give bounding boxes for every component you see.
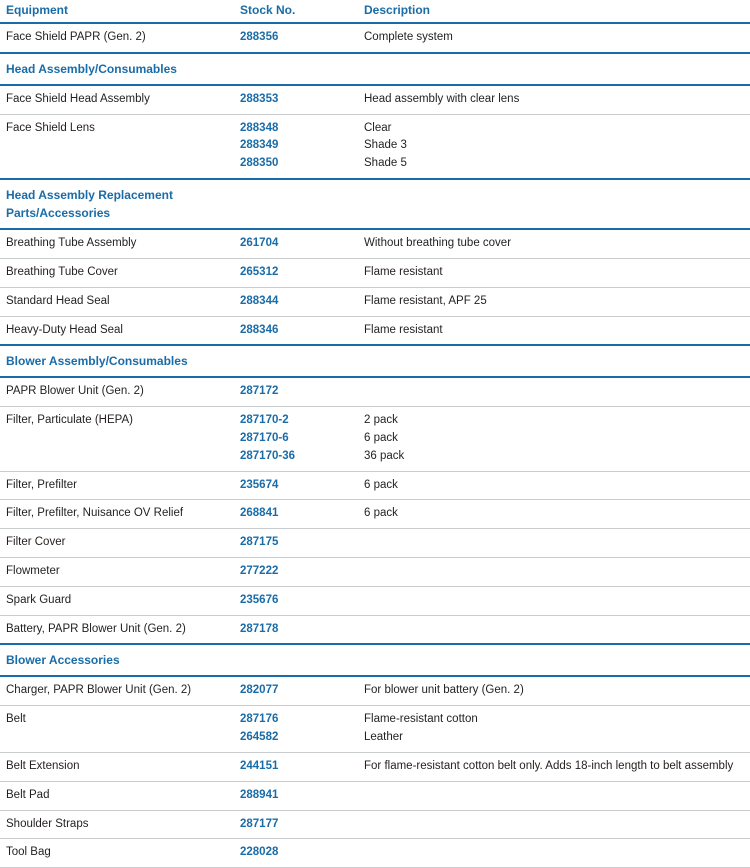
table-row <box>0 676 750 705</box>
cell-stock-no-line: 287176 <box>240 713 279 726</box>
table-row <box>0 752 750 781</box>
table-header-row <box>0 0 750 23</box>
cell-equipment <box>0 407 232 471</box>
cell-stock-no-line: 287178 <box>240 622 279 635</box>
cell-stock-no <box>232 839 356 868</box>
table-row <box>0 85 750 114</box>
cell-description <box>356 258 750 287</box>
cell-equipment-line: Standard Head Seal <box>6 294 110 307</box>
section-title-line: Head Assembly/Consumables <box>6 61 177 76</box>
cell-description <box>356 558 750 587</box>
cell-equipment-line: Filter, Prefilter <box>6 478 77 491</box>
cell-description-line: Without breathing tube cover <box>364 237 512 250</box>
section-title-line: Blower Accessories <box>6 653 120 668</box>
cell-description-line: 6 pack <box>364 507 398 520</box>
cell-equipment <box>0 615 232 644</box>
table-header <box>0 0 750 23</box>
cell-description <box>356 85 750 114</box>
table-row <box>0 810 750 839</box>
cell-equipment <box>0 676 232 705</box>
cell-equipment-line: Face Shield Head Assembly <box>6 92 150 105</box>
cell-description <box>356 114 750 179</box>
table-section-row <box>0 644 750 676</box>
cell-stock-no <box>232 179 356 229</box>
cell-stock-no <box>232 615 356 644</box>
cell-stock-no-line: 288349 <box>240 139 279 152</box>
cell-stock-no <box>232 287 356 316</box>
table-section-row <box>0 53 750 85</box>
cell-description <box>356 529 750 558</box>
cell-description <box>356 229 750 258</box>
cell-description-line: For blower unit battery (Gen. 2) <box>364 684 524 697</box>
table-row <box>0 316 750 345</box>
table-row <box>0 529 750 558</box>
cell-description-line: For flame-resistant cotton belt only. Adds 18-inch length to belt assembly <box>364 759 734 772</box>
cell-stock-no <box>232 752 356 781</box>
cell-description <box>356 345 750 377</box>
cell-description-line: Leather <box>364 731 404 744</box>
cell-description <box>356 781 750 810</box>
cell-stock-no-line: 228028 <box>240 846 279 859</box>
section-title <box>0 179 232 229</box>
cell-description <box>356 53 750 85</box>
cell-equipment-line: Belt <box>6 713 26 726</box>
cell-equipment <box>0 586 232 615</box>
cell-stock-no-line: 287170-6 <box>240 431 289 444</box>
table-row <box>0 781 750 810</box>
cell-stock-no <box>232 500 356 529</box>
cell-stock-no <box>232 529 356 558</box>
cell-description <box>356 287 750 316</box>
cell-stock-no-line: 288350 <box>240 157 279 170</box>
cell-description <box>356 500 750 529</box>
cell-stock-no <box>232 114 356 179</box>
cell-stock-no <box>232 706 356 753</box>
cell-stock-no-line: 288344 <box>240 294 279 307</box>
cell-stock-no-line: 235676 <box>240 593 279 606</box>
cell-equipment <box>0 558 232 587</box>
table-row <box>0 287 750 316</box>
cell-equipment-line: Breathing Tube Cover <box>6 265 118 278</box>
table-row <box>0 558 750 587</box>
table-row <box>0 229 750 258</box>
cell-equipment-line: Charger, PAPR Blower Unit (Gen. 2) <box>6 684 192 697</box>
section-title <box>0 345 232 377</box>
cell-equipment <box>0 810 232 839</box>
cell-equipment-line: Spark Guard <box>6 593 72 606</box>
cell-stock-no <box>232 345 356 377</box>
cell-stock-no-line: 287170-2 <box>240 414 289 427</box>
cell-equipment-line: Face Shield Lens <box>6 121 95 134</box>
cell-equipment <box>0 529 232 558</box>
cell-equipment-line: Belt Extension <box>6 759 80 772</box>
section-title <box>0 644 232 676</box>
table-row <box>0 839 750 868</box>
cell-description-line: 36 pack <box>364 449 405 462</box>
cell-stock-no-line: 288941 <box>240 788 279 801</box>
cell-equipment <box>0 85 232 114</box>
cell-equipment-line: Belt Pad <box>6 788 50 801</box>
table-row <box>0 23 750 53</box>
cell-stock-no <box>232 676 356 705</box>
cell-equipment-line: Flowmeter <box>6 565 60 577</box>
cell-stock-no-line: 288353 <box>240 92 279 105</box>
cell-equipment-line: PAPR Blower Unit (Gen. 2) <box>6 385 144 398</box>
cell-stock-no-line: 288346 <box>240 323 279 336</box>
cell-description-line: Shade 5 <box>364 157 407 170</box>
cell-description-line: Flame resistant <box>364 323 443 336</box>
cell-equipment <box>0 781 232 810</box>
cell-description <box>356 407 750 471</box>
cell-description <box>356 377 750 406</box>
cell-equipment <box>0 377 232 406</box>
cell-stock-no <box>232 53 356 85</box>
cell-stock-no <box>232 586 356 615</box>
cell-stock-no-line: 282077 <box>240 684 279 697</box>
cell-description <box>356 179 750 229</box>
table-row <box>0 407 750 471</box>
cell-description <box>356 23 750 53</box>
cell-stock-no <box>232 471 356 500</box>
cell-equipment <box>0 706 232 753</box>
table-row <box>0 615 750 644</box>
table-row <box>0 471 750 500</box>
cell-description <box>356 316 750 345</box>
cell-description-line: Flame resistant, APF 25 <box>364 294 487 307</box>
cell-description <box>356 644 750 676</box>
cell-description <box>356 676 750 705</box>
cell-equipment <box>0 258 232 287</box>
cell-description <box>356 471 750 500</box>
cell-equipment-line: Filter, Particulate (HEPA) <box>6 414 133 427</box>
cell-description <box>356 839 750 868</box>
cell-equipment <box>0 752 232 781</box>
cell-stock-no <box>232 229 356 258</box>
cell-description-line: Head assembly with clear lens <box>364 92 520 105</box>
table-row <box>0 586 750 615</box>
section-title-line: Blower Assembly/Consumables <box>6 354 188 369</box>
cell-stock-no-line: 288348 <box>240 121 279 134</box>
cell-equipment-line: Heavy-Duty Head Seal <box>6 323 123 336</box>
table-row <box>0 500 750 529</box>
cell-stock-no-line: 287177 <box>240 817 279 830</box>
table-row <box>0 377 750 406</box>
cell-equipment-line: Tool Bag <box>6 846 51 859</box>
cell-stock-no <box>232 85 356 114</box>
table-row <box>0 114 750 179</box>
cell-equipment-line: Breathing Tube Assembly <box>6 237 137 250</box>
cell-stock-no-line: 265312 <box>240 265 279 278</box>
cell-equipment-line: Shoulder Straps <box>6 817 89 830</box>
cell-equipment-line: Battery, PAPR Blower Unit (Gen. 2) <box>6 622 186 635</box>
cell-description-line: Flame resistant <box>364 265 443 278</box>
cell-description <box>356 706 750 753</box>
cell-stock-no-line: 235674 <box>240 478 279 491</box>
cell-stock-no-line: 244151 <box>240 759 279 772</box>
column-header-equipment: Equipment <box>0 0 232 23</box>
table-row <box>0 706 750 753</box>
cell-equipment-line: Face Shield PAPR (Gen. 2) <box>6 31 146 43</box>
cell-stock-no-line: 287170-36 <box>240 449 295 462</box>
cell-equipment <box>0 23 232 53</box>
cell-description-line: 6 pack <box>364 431 398 444</box>
table-section-row <box>0 179 750 229</box>
cell-equipment <box>0 500 232 529</box>
column-header-description: Description <box>356 0 750 23</box>
cell-description-line: 2 pack <box>364 414 398 427</box>
cell-stock-no-line: 261704 <box>240 237 279 250</box>
table-row <box>0 258 750 287</box>
cell-equipment <box>0 471 232 500</box>
table-section-row <box>0 345 750 377</box>
section-title-line: Head Assembly Replacement Parts/Accessories <box>6 188 173 221</box>
cell-stock-no <box>232 558 356 587</box>
cell-description <box>356 615 750 644</box>
cell-description <box>356 810 750 839</box>
cell-equipment <box>0 316 232 345</box>
cell-stock-no-line: 264582 <box>240 731 279 744</box>
cell-stock-no-line: 287172 <box>240 385 279 398</box>
cell-equipment <box>0 287 232 316</box>
cell-description-line: Complete system <box>364 31 453 43</box>
table-body <box>0 23 750 868</box>
cell-equipment <box>0 839 232 868</box>
cell-description-line: Shade 3 <box>364 139 407 152</box>
cell-stock-no-line: 268841 <box>240 507 279 520</box>
cell-stock-no <box>232 644 356 676</box>
column-header-stock-no: Stock No. <box>232 0 356 23</box>
cell-stock-no-line: 277222 <box>240 565 279 577</box>
cell-stock-no <box>232 316 356 345</box>
cell-equipment <box>0 114 232 179</box>
cell-stock-no <box>232 407 356 471</box>
cell-stock-no-line: 288356 <box>240 31 279 43</box>
cell-equipment-line: Filter Cover <box>6 536 66 549</box>
cell-description-line: Flame-resistant cotton <box>364 713 478 726</box>
cell-stock-no <box>232 810 356 839</box>
cell-equipment-line: Filter, Prefilter, Nuisance OV Relief <box>6 507 184 520</box>
cell-equipment <box>0 229 232 258</box>
cell-stock-no <box>232 377 356 406</box>
section-title <box>0 53 232 85</box>
cell-description-line: 6 pack <box>364 478 398 491</box>
cell-description <box>356 752 750 781</box>
cell-stock-no <box>232 23 356 53</box>
cell-stock-no <box>232 258 356 287</box>
cell-stock-no-line: 287175 <box>240 536 279 549</box>
cell-stock-no <box>232 781 356 810</box>
cell-description <box>356 586 750 615</box>
cell-description-line: Clear <box>364 121 392 134</box>
